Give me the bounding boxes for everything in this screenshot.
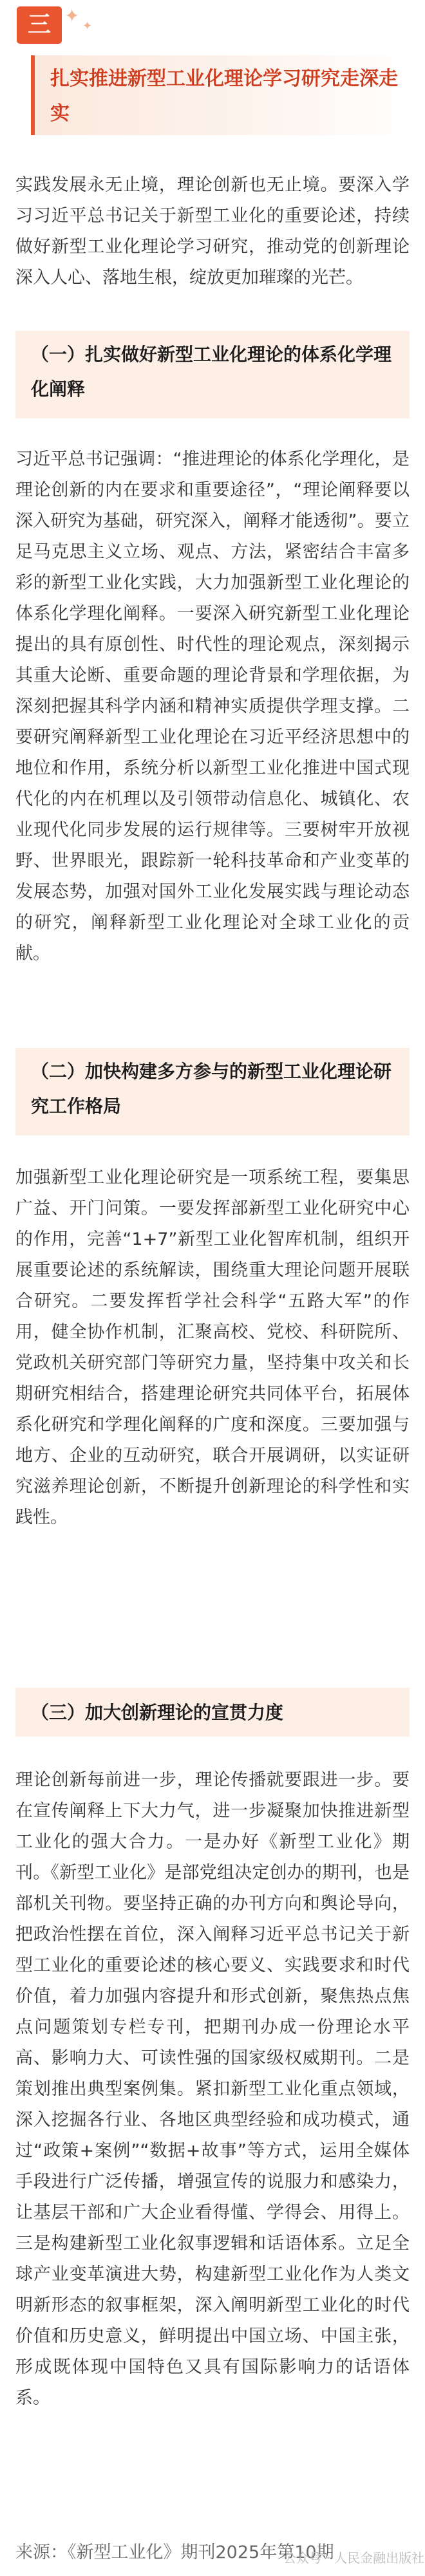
article-header: [0, 0, 425, 152]
source-line: 来源：《新型工业化》期刊2025年第10期: [15, 2543, 334, 2562]
section-heading-2: （二）加快构建多方参与的新型工业化理论研究工作格局: [31, 1061, 392, 1117]
article-title: 扎实推进新型工业化理论学习研究走深走实: [50, 68, 398, 125]
sparkle-icon: ✦: [64, 5, 80, 26]
watermark: 公众号 · 人民金融出版社: [283, 2550, 425, 2566]
section-body-2: 加强新型工业化理论研究是一项系统工程，要集思广益、开门问策。一要发挥部新型工业化研究中心的作用，完善“1+7”新型工业化智库机制，组织开展重要论述的系统解读，围绕重大理论问题开展联合研究。二要发挥哲学社会科学“五路大军”的作用，健全协作机制，汇聚高校、党校、科研院所、党政机关研究部门等研究力量，坚持集中攻关和长期研究相结合，搭建理论研究共同体平台，拓展体系化研究和学理化阐释的广度和深度。三要加强与地方、企业的互动研究，联合开展调研，以实证研究滋养理论创新，不断提升创新理论的科学性和实践性。: [15, 1168, 410, 1527]
intro-paragraph: 实践发展永无止境，理论创新也无止境。要深入学习习近平总书记关于新型工业化的重要论述，持续做好新型工业化理论学习研究，推动党的创新理论深入人心、落地生根，绽放更加璀璨的光芒。: [15, 175, 410, 288]
section-heading-3: （三）加大创新理论的宣贯力度: [31, 1702, 284, 1723]
section-body-3: 理论创新每前进一步，理论传播就要跟进一步。要在宣传阐释上下大力气，进一步凝聚加快推进新型工业化的强大合力。一是办好《新型工业化》期刊。《新型工业化》是部党组决定创办的期刊，也是部机关刊物。要坚持正确的办刊方向和舆论导向，把政治性摆在首位，深入阐释习近平总书记关于新型工业化的重要论述的核心要义、实践要求和时代价值，着力加强内容提升和形式创新，聚焦热点焦点问题策划专栏专刊，把期刊办成一份理论水平高、影响力大、可读性强的国家级权威期刊。二是策划推出典型案例集。紧扣新型工业化重点领域，深入挖掘各行业、各地区典型经验和成功模式，通过“政策+案例”“数据+故事”等方式，运用全媒体手段进行广泛传播，增强宣传的说服力和感染力，让基层干部和广大企业看得懂、学得会、用得上。三是构建新型工业化叙事逻辑和话语体系。立足全球产业变革演进大势，构建新型工业化作为人类文明新形态的叙事框架，深入阐明新型工业化的时代价值和历史意义，鲜明提出中国立场、中国主张，形成既体现中国特色又具有国际影响力的话语体系。: [15, 1770, 410, 2408]
section-body-1: 习近平总书记强调：“推进理论的体系化学理化，是理论创新的内在要求和重要途径”，“理论阐释要以深入研究为基础，研究深入，阐释才能透彻”。要立足马克思主义立场、观点、方法，紧密结合丰富多彩的新型工业化实践，大力加强新型工业化理论的体系化学理化阐释。一要深入研究新型工业化理论提出的具有原创性、时代性的理论观点，深刻揭示其重大论断、重要命题的理论背景和学理依据，为深刻把握其科学内涵和精神实质提供学理支撑。二要研究阐释新型工业化理论在习近平经济思想中的地位和作用，系统分析以新型工业化推进中国式现代化的内在机理以及引领带动信息化、城镇化、农业现代化同步发展的运行规律等。三要树牢开放视野、世界眼光，跟踪新一轮科技革命和产业变革的发展态势，加强对国外工业化发展实践与理论动态的研究，阐释新型工业化理论对全球工业化的贡献。: [15, 449, 410, 964]
sparkle-small-icon: ✦: [82, 19, 93, 33]
section-heading-1: （一）扎实做好新型工业化理论的体系化学理化阐释: [31, 344, 392, 400]
section-number-badge: 三: [17, 6, 62, 44]
